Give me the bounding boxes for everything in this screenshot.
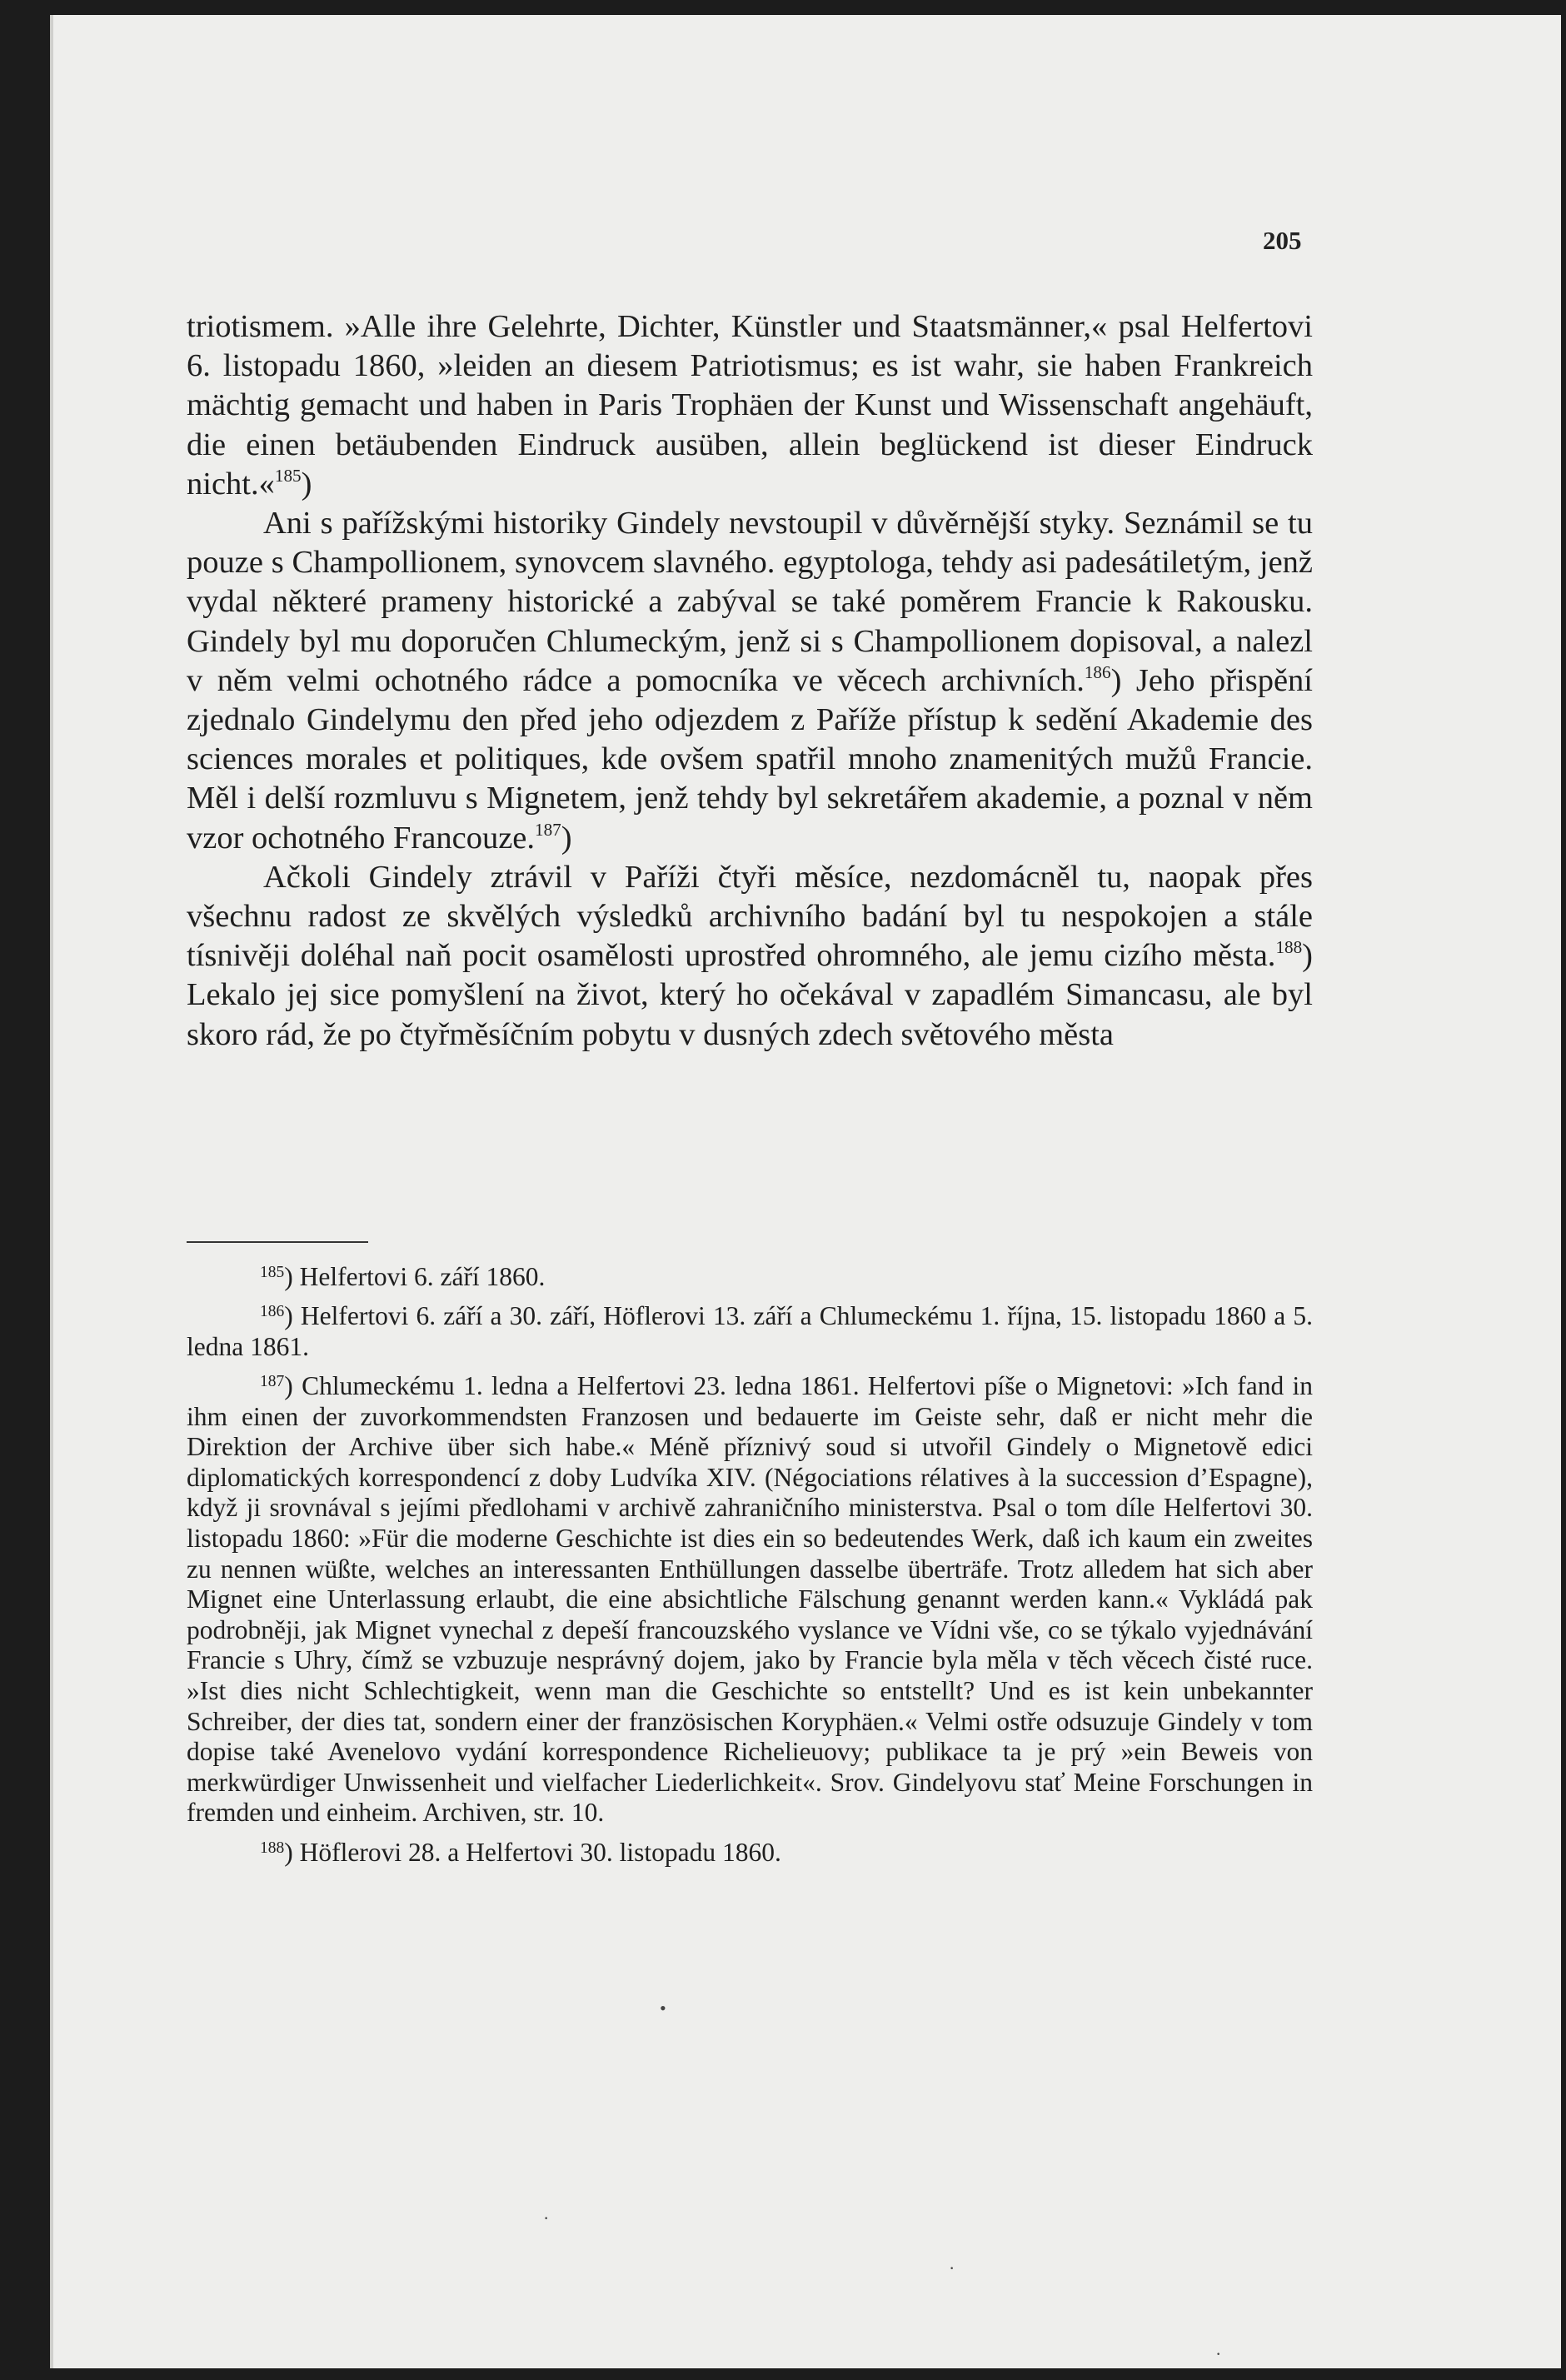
scan-speck: · bbox=[1215, 2343, 1222, 2364]
footnote-text: Höflerovi 28. a Helfertovi 30. listopadu 1860. bbox=[299, 1837, 781, 1867]
footnote-mark: 188 bbox=[260, 1839, 285, 1857]
paragraph-1: triotismem. »Alle ihre Gelehrte, Dichter, Künstler und Staatsmänner,« psal Helfertovi 6. listopadu 1860, »leiden an diesem Patriotismus; es ist wahr, sie haben Frankreich mächtig gemacht und haben in Paris Trophäen der Kunst und Wissenschaft angehäuft, die einen betäubenden Eindruck ausüben, allein beglückend ist dieser Eindruck nicht.«$^{185}$) bbox=[187, 309, 1313, 501]
footnote-text: Helfertovi 6. září 1860. bbox=[299, 1261, 546, 1291]
paragraph-2-text-a: Ani s pařížskými historiky Gindely nevstoupil v důvěrnější styky. Seznámil se tu pouze s Champollionem, synovcem slavného. egyptologa, tehdy asi padesátiletým, jenž vydal některé prameny historické a zabýval se také poměrem Francie k Rakousku. Gindely byl mu doporučen Chlumeckým, jenž si s Champollionem dopisoval, a nalezl v něm velmi ochotného rádce a pomocníka ve věcech archivních. bbox=[187, 506, 1313, 698]
footnote-187: $^{187}$) Chlumeckému 1. ledna a Helfertovi 23. ledna 1861. Helfertovi píše o Mignetovi: »Ich fand in ihm einen der zuvorkommendsten Franzosen und bedauerte im Geiste sehr, daß er nicht mehr die Direktion der Archive über sich habe.« Méně příznivý soud si utvořil Gindely o Mignetově edici diplomatických korrespondencí z doby Ludvíka XIV. (Négociations rélatives à la succession d’Espagne), když ji srovnával s jejími předlohami v archivě zahraničního ministerstva. Psal o tom díle Helfertovi 30. listopadu 1860: »Für die moderne Geschichte ist dies ein so bedeutendes Werk, daß ich kaum ein zweites zu nennen wüßte, welches an interessanten Enthüllungen dasselbe überträfe. Trotz alledem hat sich aber Mignet eine Unterlassung erlaubt, die eine absichtliche Fälschung genannt werden kann.« Vykládá pak podrobněji, jak Mignet vynechal z depeší francouzského vyslance ve Vídni vše, co se týkalo vyjednávání Francie s Uhry, čímž se vzbuzuje nesprávný dojem, jako by Francie byla měla v těch věcech čisté ruce. »Ist dies nicht Schlechtigkeit, wenn man die Geschichte so entstellt? Und es ist kein unbekannter Schreiber, der dies tat, sondern einer der französischen Koryphäen.« Velmi ostře odsuzuje Gindely v tom dopise také Avenelovo vydání korrespondence Richelieuovy; publikace ta je prý »ein Beweis von merkwürdiger Unwissenheit und vielfacher Liederlichkeit«. Srov. Gindelyovu stať Meine Forschungen in fremden und einheim. Archiven, str. 10. bbox=[187, 1371, 1313, 1828]
paragraph-3-text-a: Ačkoli Gindely ztrávil v Paříži čtyři měsíce, nezdomácněl tu, naopak přes všechnu radost ze skvělých výsledků archivního badání byl tu nespokojen a stále tísnivěji doléhal naň pocit osamělosti uprostřed ohromného, ale jemu cizího města. bbox=[187, 859, 1313, 974]
footnote-mark: 186 bbox=[260, 1303, 285, 1321]
footnote-mark: 187 bbox=[260, 1373, 285, 1391]
book-page bbox=[50, 15, 1561, 2368]
footnote-ref-188: 188 bbox=[1275, 937, 1303, 958]
footnote-text: Chlumeckému 1. ledna a Helfertovi 23. ledna 1861. Helfertovi píše o Mignetovi: »Ich fand in ihm einen der zuvorkommendsten Franzosen und bedauerte im Geiste sehr, daß er nicht mehr die Direktion der Archive über sich habe.« Méně příznivý soud si utvořil Gindely o Mignetově edici diplomatických korrespondencí z doby Ludvíka XIV. (Négociations rélatives à la succession d’Espagne), když ji srovnával s jejími předlohami v archivě zahraničního ministerstva. Psal o tom díle Helfertovi 30. listopadu 1860: »Für die moderne Geschichte ist dies ein so bedeutendes Werk, daß ich kaum ein zweites zu nennen wüßte, welches an interessanten Enthüllungen dasselbe überträfe. Trotz alledem hat sich aber Mignet eine Unterlassung erlaubt, die eine absichtliche Fälschung genannt werden kann.« Vykládá pak podrobněji, jak Mignet vynechal z depeší francouzského vyslance ve Vídni vše, co se týkalo vyjednávání Francie s Uhry, čímž se vzbuzuje nesprávný dojem, jako by Francie byla měla v těch věcech čisté ruce. »Ist dies nicht Schlechtigkeit, wenn man die Geschichte so entstellt? Und es ist kein unbekannter Schreiber, der dies tat, sondern einer der französischen Koryphäen.« Velmi ostře odsuzuje Gindely v tom dopise také Avenelovo vydání korrespondence Richelieuovy; publikace ta je prý »ein Beweis von merkwürdiger Unwissenheit und vielfacher Liederlichkeit«. Srov. Gindelyovu stať Meine Forschungen in fremden und einheim. Archiven, str. 10. bbox=[187, 1371, 1313, 1828]
main-text bbox=[187, 307, 1313, 1055]
paragraph-3: Ačkoli Gindely ztrávil v Paříži čtyři měsíce, nezdomácněl tu, naopak přes všechnu radost ze skvělých výsledků archivního badání byl tu nespokojen a stále tísnivěji doléhal naň pocit osamělosti uprostřed ohromného, ale jemu cizího města.$^{188}$) Lekalo jej sice pomyšlení na život, který ho očekával v zapadlém Simancasu, ale byl skoro rád, že po čtyřměsíčním pobytu v dusných zdech světového města bbox=[187, 859, 1313, 1052]
footnote-ref-187: 187 bbox=[535, 819, 561, 840]
footnote-186: $^{186}$) Helfertovi 6. září a 30. září, Höflerovi 13. září a Chlumeckému 1. října, 15. listopadu 1860 a 5. ledna 1861. bbox=[187, 1301, 1313, 1361]
page-number: 205 bbox=[1263, 226, 1302, 255]
scan-speck: · bbox=[543, 2208, 550, 2228]
footnote-ref-185: 185 bbox=[274, 466, 302, 486]
scan-speck: · bbox=[949, 2258, 955, 2278]
paragraph-2: Ani s pařížskými historiky Gindely nevstoupil v důvěrnější styky. Seznámil se tu pouze s Champollionem, synovcem slavného. egyptologa, tehdy asi padesátiletým, jenž vydal některé prameny historické a zabýval se také poměrem Francie k Rakousku. Gindely byl mu doporučen Chlumeckým, jenž si s Champollionem dopisoval, a nalezl v něm velmi ochotného rádce a pomocníka ve věcech archivních.$^{186}$) Jeho přispění zjednalo Gindelymu den před jeho odjezdem z Paříže přístup k sedění Akademie des sciences morales et politiques, kde ovšem spatřil mnoho znamenitých mužů Francie. Měl i delší rozmluvu s Mignetem, jenž tehdy byl sekretářem akademie, a poznal v něm vzor ochotného Francouze.$^{187}$) bbox=[187, 506, 1314, 856]
paragraph-2-text-b: Jeho přispění zjednalo Gindelymu den před jeho odjezdem z Paříže přístup k sedění Akademie des sciences morales et politiques, kde ovšem spatřil mnoho znamenitých mužů Francie. Měl i delší rozmluvu s Mignetem, jenž tehdy byl sekretářem akademie, a poznal v něm vzor ochotného Francouze. bbox=[187, 662, 1314, 856]
footnote-188: $^{188}$) Höflerovi 28. a Helfertovi 30. listopadu 1860. bbox=[260, 1837, 781, 1867]
footnote-ref-186: 186 bbox=[1084, 662, 1111, 683]
paragraph-3-text-b: Lekalo jej sice pomyšlení na život, který ho očekával v zapadlém Simancasu, ale byl skoro rád, že po čtyřměsíčním pobytu v dusných zdech světového města bbox=[187, 977, 1313, 1052]
footnotes bbox=[187, 1258, 1313, 1873]
scan-speck: • bbox=[660, 1998, 666, 2018]
footnote-text: Helfertovi 6. září a 30. září, Höflerovi 13. září a Chlumeckému 1. října, 15. listopadu 1860 a 5. ledna 1861. bbox=[187, 1301, 1313, 1361]
footnote-185: $^{185}$) Helfertovi 6. září 1860. bbox=[260, 1261, 546, 1291]
footnote-mark: 185 bbox=[260, 1264, 285, 1281]
footnote-separator bbox=[187, 1241, 368, 1243]
paragraph-1-text: triotismem. »Alle ihre Gelehrte, Dichter, Künstler und Staatsmänner,« psal Helfertovi 6. listopadu 1860, »leiden an diesem Patriotismus; es ist wahr, sie haben Frankreich mächtig gemacht und haben in Paris Trophäen der Kunst und Wissenschaft angehäuft, die einen betäubenden Eindruck ausüben, allein beglückend ist dieser Eindruck nicht.« bbox=[187, 309, 1313, 501]
